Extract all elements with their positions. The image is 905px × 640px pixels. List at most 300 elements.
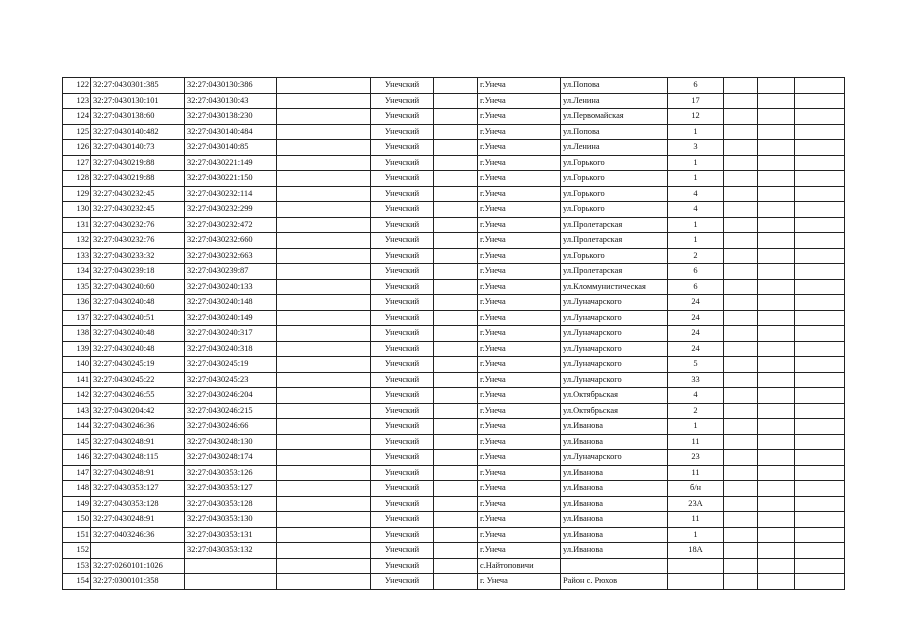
blank-cell [795,217,845,233]
locality-cell: г.Унеча [478,465,561,481]
blank-cell [724,279,758,295]
row-number-cell: 154 [63,574,91,590]
blank-cell [758,78,795,94]
street-cell: ул.Луначарского [561,372,668,388]
house-number-cell: 6 [668,78,724,94]
table-row [63,171,845,187]
street-cell: ул.Луначарского [561,341,668,357]
street-cell: ул.Горького [561,186,668,202]
blank-cell [724,512,758,528]
blank-cell [434,450,478,466]
house-number-cell: 4 [668,186,724,202]
cadastral-number-cell: 32:27:0430219:88 [91,171,185,187]
district-cell: Унечский [371,543,434,559]
blank-cell [277,527,371,543]
district-cell: Унечский [371,109,434,125]
district-cell: Унечский [371,512,434,528]
house-number-cell: 2 [668,403,724,419]
cadastral-number-cell: 32:27:0430219:88 [91,155,185,171]
row-number-cell: 125 [63,124,91,140]
blank-cell [724,543,758,559]
blank-cell [795,527,845,543]
cadastral-number-cell: 32:27:0430232:76 [91,217,185,233]
district-cell: Унечский [371,372,434,388]
street-cell: ул.Попова [561,124,668,140]
locality-cell: г.Унеча [478,450,561,466]
blank-cell [434,124,478,140]
blank-cell [434,202,478,218]
blank-cell [758,171,795,187]
street-cell: ул.Первомайская [561,109,668,125]
blank-cell [724,233,758,249]
table-row [63,295,845,311]
row-number-cell: 145 [63,434,91,450]
locality-cell: г.Унеча [478,310,561,326]
table-row [63,326,845,342]
blank-cell [434,248,478,264]
row-number-cell: 138 [63,326,91,342]
street-cell: ул.Попова [561,78,668,94]
locality-cell: г.Унеча [478,527,561,543]
blank-cell [758,372,795,388]
blank-cell [795,558,845,574]
blank-cell [724,310,758,326]
blank-cell [277,403,371,419]
blank-cell [434,140,478,156]
street-cell [561,558,668,574]
blank-cell [795,388,845,404]
table-row [63,248,845,264]
object-cadastral-number-cell: 32:27:0430232:660 [185,233,277,249]
cadastral-number-cell: 32:27:0430232:45 [91,186,185,202]
blank-cell [724,419,758,435]
table-row [63,434,845,450]
street-cell: ул.Иванова [561,543,668,559]
object-cadastral-number-cell: 32:27:0430353:126 [185,465,277,481]
blank-cell [758,279,795,295]
blank-cell [277,171,371,187]
blank-cell [434,155,478,171]
blank-cell [724,388,758,404]
blank-cell [434,465,478,481]
row-number-cell: 130 [63,202,91,218]
district-cell: Унечский [371,434,434,450]
street-cell: ул.Иванова [561,465,668,481]
blank-cell [724,574,758,590]
row-number-cell: 134 [63,264,91,280]
blank-cell [434,93,478,109]
blank-cell [277,357,371,373]
district-cell: Унечский [371,481,434,497]
blank-cell [277,310,371,326]
cadastral-number-cell: 32:27:0430240:48 [91,326,185,342]
table-row [63,78,845,94]
blank-cell [724,372,758,388]
locality-cell: г.Унеча [478,372,561,388]
house-number-cell: 5 [668,357,724,373]
blank-cell [758,543,795,559]
blank-cell [277,264,371,280]
object-cadastral-number-cell: 32:27:0430130:43 [185,93,277,109]
row-number-cell: 142 [63,388,91,404]
blank-cell [434,558,478,574]
object-cadastral-number-cell: 32:27:0430248:174 [185,450,277,466]
object-cadastral-number-cell: 32:27:0430221:150 [185,171,277,187]
blank-cell [434,217,478,233]
blank-cell [277,558,371,574]
table-row [63,357,845,373]
blank-cell [434,543,478,559]
locality-cell: г.Унеча [478,248,561,264]
blank-cell [277,155,371,171]
blank-cell [434,78,478,94]
cadastral-number-cell: 32:27:0300101:358 [91,574,185,590]
blank-cell [434,527,478,543]
house-number-cell: 33 [668,372,724,388]
locality-cell: г.Унеча [478,403,561,419]
locality-cell: г.Унеча [478,279,561,295]
row-number-cell: 152 [63,543,91,559]
blank-cell [434,357,478,373]
blank-cell [795,264,845,280]
row-number-cell: 137 [63,310,91,326]
district-cell: Унечский [371,419,434,435]
blank-cell [277,419,371,435]
table-row [63,372,845,388]
blank-cell [795,310,845,326]
house-number-cell: 11 [668,434,724,450]
locality-cell: г.Унеча [478,543,561,559]
house-number-cell: 11 [668,465,724,481]
blank-cell [434,279,478,295]
blank-cell [724,124,758,140]
cadastral-number-cell: 32:27:0430130:101 [91,93,185,109]
object-cadastral-number-cell: 32:27:0430353:132 [185,543,277,559]
object-cadastral-number-cell [185,574,277,590]
cadastral-number-cell: 32:27:0430246:36 [91,419,185,435]
table-row [63,574,845,590]
row-number-cell: 131 [63,217,91,233]
blank-cell [434,434,478,450]
blank-cell [758,450,795,466]
object-cadastral-number-cell: 32:27:0430239:87 [185,264,277,280]
house-number-cell: б/н [668,481,724,497]
house-number-cell: 1 [668,124,724,140]
blank-cell [724,78,758,94]
district-cell: Унечский [371,388,434,404]
object-cadastral-number-cell [185,558,277,574]
blank-cell [724,326,758,342]
table-row [63,496,845,512]
table-row [63,558,845,574]
locality-cell: г.Унеча [478,202,561,218]
row-number-cell: 122 [63,78,91,94]
district-cell: Унечский [371,78,434,94]
blank-cell [795,372,845,388]
house-number-cell: 18А [668,543,724,559]
blank-cell [724,186,758,202]
street-cell: ул.Горького [561,171,668,187]
table-row [63,217,845,233]
object-cadastral-number-cell: 32:27:0430240:318 [185,341,277,357]
table-row [63,527,845,543]
object-cadastral-number-cell: 32:27:0430246:204 [185,388,277,404]
blank-cell [277,388,371,404]
cadastral-number-cell: 32:27:0430232:45 [91,202,185,218]
house-number-cell [668,558,724,574]
blank-cell [724,496,758,512]
blank-cell [277,202,371,218]
blank-cell [795,78,845,94]
blank-cell [434,326,478,342]
house-number-cell: 6 [668,264,724,280]
row-number-cell: 140 [63,357,91,373]
locality-cell: г.Унеча [478,233,561,249]
blank-cell [795,543,845,559]
table-row [63,155,845,171]
table-row [63,388,845,404]
street-cell: ул.Иванова [561,496,668,512]
row-number-cell: 146 [63,450,91,466]
blank-cell [795,419,845,435]
table-row [63,279,845,295]
street-cell: ул.Ленина [561,93,668,109]
object-cadastral-number-cell: 32:27:0430240:149 [185,310,277,326]
cadastral-number-cell: 32:27:0403246:36 [91,527,185,543]
locality-cell: г.Унеча [478,341,561,357]
locality-cell: г.Унеча [478,264,561,280]
blank-cell [724,248,758,264]
house-number-cell: 4 [668,202,724,218]
table-row [63,93,845,109]
cadastral-number-cell: 32:27:0430245:19 [91,357,185,373]
cadastral-number-cell: 32:27:0260101:1026 [91,558,185,574]
table-row [63,450,845,466]
blank-cell [277,543,371,559]
street-cell: ул.Иванова [561,419,668,435]
blank-cell [277,326,371,342]
house-number-cell: 2 [668,248,724,264]
street-cell: ул.Пролетарская [561,217,668,233]
district-cell: Унечский [371,574,434,590]
blank-cell [758,217,795,233]
row-number-cell: 150 [63,512,91,528]
district-cell: Унечский [371,93,434,109]
street-cell: ул.Горького [561,202,668,218]
blank-cell [277,186,371,202]
blank-cell [795,481,845,497]
blank-cell [277,434,371,450]
blank-cell [434,512,478,528]
blank-cell [758,109,795,125]
object-cadastral-number-cell: 32:27:0430246:66 [185,419,277,435]
blank-cell [724,93,758,109]
blank-cell [795,357,845,373]
object-cadastral-number-cell: 32:27:0430138:230 [185,109,277,125]
blank-cell [795,124,845,140]
blank-cell [795,109,845,125]
street-cell: ул.Иванова [561,481,668,497]
blank-cell [758,512,795,528]
row-number-cell: 148 [63,481,91,497]
locality-cell: г.Унеча [478,388,561,404]
blank-cell [724,403,758,419]
blank-cell [758,186,795,202]
blank-cell [758,341,795,357]
blank-cell [724,264,758,280]
object-cadastral-number-cell: 32:27:0430245:23 [185,372,277,388]
row-number-cell: 147 [63,465,91,481]
object-cadastral-number-cell: 32:27:0430353:128 [185,496,277,512]
cadastral-number-cell: 32:27:0430245:22 [91,372,185,388]
blank-cell [758,465,795,481]
blank-cell [277,248,371,264]
row-number-cell: 132 [63,233,91,249]
blank-cell [277,124,371,140]
blank-cell [277,217,371,233]
street-cell: Район с. Рюхов [561,574,668,590]
table-row [63,124,845,140]
locality-cell: г.Унеча [478,481,561,497]
cadastral-number-cell: 32:27:0430248:115 [91,450,185,466]
blank-cell [758,310,795,326]
blank-cell [277,450,371,466]
street-cell: ул.Иванова [561,512,668,528]
blank-cell [724,109,758,125]
house-number-cell: 17 [668,93,724,109]
house-number-cell: 12 [668,109,724,125]
locality-cell: с.Найтоповичи [478,558,561,574]
blank-cell [758,295,795,311]
table-row [63,264,845,280]
table-row [63,310,845,326]
blank-cell [758,248,795,264]
blank-cell [758,155,795,171]
cadastral-number-cell: 32:27:0430233:32 [91,248,185,264]
blank-cell [724,481,758,497]
blank-cell [277,78,371,94]
blank-cell [724,217,758,233]
cadastral-number-cell: 32:27:0430353:127 [91,481,185,497]
object-cadastral-number-cell: 32:27:0430240:148 [185,295,277,311]
cadastral-number-cell: 32:27:0430246:55 [91,388,185,404]
street-cell: ул.Иванова [561,434,668,450]
table-row [63,202,845,218]
house-number-cell: 6 [668,279,724,295]
object-cadastral-number-cell: 32:27:0430248:130 [185,434,277,450]
blank-cell [434,233,478,249]
cadastral-number-cell: 32:27:0430240:48 [91,341,185,357]
locality-cell: г.Унеча [478,124,561,140]
blank-cell [758,481,795,497]
blank-cell [434,419,478,435]
table-row [63,512,845,528]
street-cell: ул.Октябрьская [561,403,668,419]
district-cell: Унечский [371,248,434,264]
street-cell: ул.Пролетарская [561,264,668,280]
street-cell: ул.Горького [561,155,668,171]
district-cell: Унечский [371,233,434,249]
blank-cell [758,496,795,512]
blank-cell [277,574,371,590]
district-cell: Унечский [371,155,434,171]
blank-cell [758,233,795,249]
blank-cell [434,171,478,187]
blank-cell [795,186,845,202]
district-cell: Унечский [371,124,434,140]
street-cell: ул.Луначарского [561,326,668,342]
blank-cell [758,419,795,435]
blank-cell [724,465,758,481]
object-cadastral-number-cell: 32:27:0430245:19 [185,357,277,373]
district-cell: Унечский [371,341,434,357]
district-cell: Унечский [371,264,434,280]
house-number-cell: 1 [668,419,724,435]
locality-cell: г.Унеча [478,326,561,342]
locality-cell: г.Унеча [478,295,561,311]
district-cell: Унечский [371,295,434,311]
table-row [63,341,845,357]
table-row [63,465,845,481]
district-cell: Унечский [371,310,434,326]
blank-cell [277,481,371,497]
blank-cell [434,388,478,404]
blank-cell [758,574,795,590]
locality-cell: г.Унеча [478,186,561,202]
row-number-cell: 123 [63,93,91,109]
row-number-cell: 136 [63,295,91,311]
locality-cell: г.Унеча [478,217,561,233]
cadastral-number-cell: 32:27:0430140:73 [91,140,185,156]
table-row [63,543,845,559]
blank-cell [795,140,845,156]
blank-cell [434,109,478,125]
blank-cell [434,481,478,497]
cadastral-number-cell: 32:27:0430138:60 [91,109,185,125]
blank-cell [277,496,371,512]
blank-cell [434,341,478,357]
street-cell: ул.Горького [561,248,668,264]
house-number-cell: 24 [668,341,724,357]
street-cell: ул.Луначарского [561,450,668,466]
blank-cell [724,140,758,156]
locality-cell: г.Унеча [478,171,561,187]
blank-cell [434,186,478,202]
house-number-cell: 1 [668,527,724,543]
district-cell: Унечский [371,186,434,202]
object-cadastral-number-cell: 32:27:0430353:130 [185,512,277,528]
district-cell: Унечский [371,527,434,543]
street-cell: ул.Октябрьская [561,388,668,404]
street-cell: ул.Луначарского [561,295,668,311]
cadastral-number-cell: 32:27:0430248:91 [91,434,185,450]
table-row [63,403,845,419]
row-number-cell: 133 [63,248,91,264]
district-cell: Унечский [371,357,434,373]
object-cadastral-number-cell: 32:27:0430232:663 [185,248,277,264]
object-cadastral-number-cell: 32:27:0430221:149 [185,155,277,171]
district-cell: Унечский [371,326,434,342]
row-number-cell: 129 [63,186,91,202]
row-number-cell: 151 [63,527,91,543]
cadastral-number-cell: 32:27:0430248:91 [91,512,185,528]
blank-cell [277,372,371,388]
blank-cell [795,403,845,419]
object-cadastral-number-cell: 32:27:0430353:127 [185,481,277,497]
object-cadastral-number-cell: 32:27:0430240:133 [185,279,277,295]
blank-cell [758,202,795,218]
blank-cell [277,109,371,125]
